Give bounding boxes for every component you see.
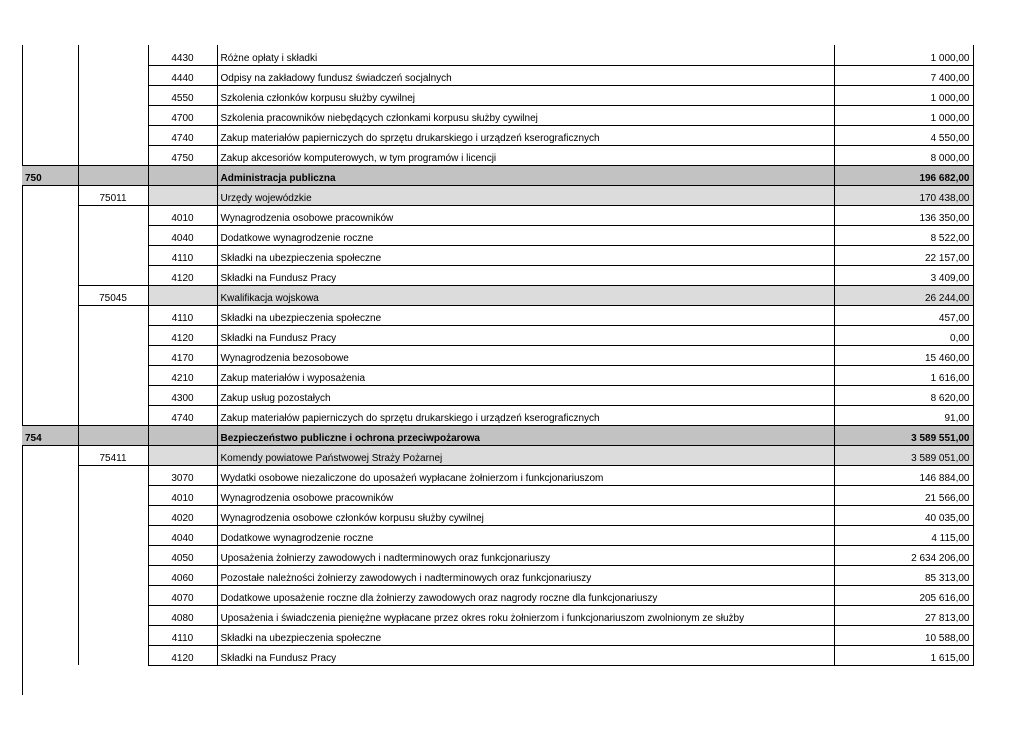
paragraph-code-cell: 4740 — [148, 405, 217, 425]
table-row — [22, 525, 973, 545]
paragraph-code-cell: 4010 — [148, 485, 217, 505]
table-body — [22, 45, 973, 665]
division-code-cell — [22, 525, 78, 545]
table-row — [22, 325, 973, 345]
amount-cell: 21 566,00 — [834, 485, 973, 505]
description-cell: Administracja publiczna — [217, 165, 834, 185]
division-row — [22, 425, 973, 445]
paragraph-code-cell — [148, 185, 217, 205]
chapter-code-cell — [78, 125, 148, 145]
division-code-cell — [22, 545, 78, 565]
paragraph-code-cell: 4430 — [148, 45, 217, 65]
division-code-cell — [22, 65, 78, 85]
chapter-code-cell — [78, 485, 148, 505]
division-code-cell — [22, 265, 78, 285]
chapter-code-cell — [78, 605, 148, 625]
description-cell: Składki na ubezpieczenia społeczne — [217, 245, 834, 265]
division-code-cell — [22, 125, 78, 145]
chapter-code-cell — [78, 465, 148, 485]
table-row — [22, 205, 973, 225]
amount-cell: 1 000,00 — [834, 85, 973, 105]
table-row — [22, 625, 973, 645]
division-code-cell: 754 — [22, 425, 78, 445]
paragraph-code-cell — [148, 445, 217, 465]
amount-cell: 1 000,00 — [834, 45, 973, 65]
chapter-code-cell — [78, 225, 148, 245]
description-cell: Wynagrodzenia osobowe pracowników — [217, 485, 834, 505]
paragraph-code-cell: 4110 — [148, 245, 217, 265]
amount-cell: 91,00 — [834, 405, 973, 425]
division-code-cell: 750 — [22, 165, 78, 185]
chapter-code-cell — [78, 165, 148, 185]
description-cell: Urzędy wojewódzkie — [217, 185, 834, 205]
table-row — [22, 265, 973, 285]
description-cell: Dodatkowe wynagrodzenie roczne — [217, 525, 834, 545]
chapter-row — [22, 445, 973, 465]
paragraph-code-cell: 4740 — [148, 125, 217, 145]
paragraph-code-cell: 4050 — [148, 545, 217, 565]
paragraph-code-cell — [148, 165, 217, 185]
amount-cell: 26 244,00 — [834, 285, 973, 305]
chapter-code-cell — [78, 85, 148, 105]
paragraph-code-cell: 4120 — [148, 325, 217, 345]
paragraph-code-cell: 4550 — [148, 85, 217, 105]
description-cell: Szkolenia pracowników niebędących członkami korpusu służby cywilnej — [217, 105, 834, 125]
chapter-code-cell — [78, 205, 148, 225]
description-cell: Kwalifikacja wojskowa — [217, 285, 834, 305]
division-code-cell — [22, 365, 78, 385]
chapter-code-cell — [78, 305, 148, 325]
paragraph-code-cell: 4170 — [148, 345, 217, 365]
amount-cell: 136 350,00 — [834, 205, 973, 225]
amount-cell: 3 589 051,00 — [834, 445, 973, 465]
description-cell: Szkolenia członków korpusu służby cywilnej — [217, 85, 834, 105]
description-cell: Wynagrodzenia osobowe pracowników — [217, 205, 834, 225]
chapter-code-cell: 75011 — [78, 185, 148, 205]
description-cell: Zakup materiałów papierniczych do sprzętu drukarskiego i urządzeń kserograficznych — [217, 125, 834, 145]
chapter-code-cell — [78, 505, 148, 525]
division-code-cell — [22, 405, 78, 425]
chapter-code-cell — [78, 645, 148, 665]
chapter-code-cell — [78, 325, 148, 345]
table-row — [22, 65, 973, 85]
amount-cell: 10 588,00 — [834, 625, 973, 645]
division-code-cell — [22, 385, 78, 405]
description-cell: Wydatki osobowe niezaliczone do uposażeń wypłacane żołnierzom i funkcjonariuszom — [217, 465, 834, 485]
division-row — [22, 165, 973, 185]
paragraph-code-cell: 4120 — [148, 645, 217, 665]
paragraph-code-cell: 4040 — [148, 225, 217, 245]
division-code-cell — [22, 505, 78, 525]
table-row — [22, 125, 973, 145]
chapter-code-cell — [78, 345, 148, 365]
amount-cell: 170 438,00 — [834, 185, 973, 205]
table-row — [22, 405, 973, 425]
paragraph-code-cell: 4040 — [148, 525, 217, 545]
division-code-cell — [22, 205, 78, 225]
table-row — [22, 345, 973, 365]
description-cell: Zakup materiałów papierniczych do sprzętu drukarskiego i urządzeń kserograficznych — [217, 405, 834, 425]
amount-cell: 146 884,00 — [834, 465, 973, 485]
table-row — [22, 85, 973, 105]
paragraph-code-cell: 4700 — [148, 105, 217, 125]
table-row — [22, 645, 973, 665]
chapter-code-cell — [78, 145, 148, 165]
division-code-cell — [22, 105, 78, 125]
chapter-code-cell — [78, 245, 148, 265]
table-row — [22, 605, 973, 625]
chapter-code-cell — [78, 565, 148, 585]
description-cell: Składki na Fundusz Pracy — [217, 325, 834, 345]
amount-cell: 15 460,00 — [834, 345, 973, 365]
table-row — [22, 585, 973, 605]
paragraph-code-cell: 4440 — [148, 65, 217, 85]
amount-cell: 2 634 206,00 — [834, 545, 973, 565]
amount-cell: 4 115,00 — [834, 525, 973, 545]
division-code-cell — [22, 485, 78, 505]
chapter-code-cell — [78, 65, 148, 85]
division-code-cell — [22, 185, 78, 205]
description-cell: Pozostałe należności żołnierzy zawodowych i nadterminowych oraz funkcjonariuszy — [217, 565, 834, 585]
table-row — [22, 465, 973, 485]
division-code-cell — [22, 345, 78, 365]
table-row — [22, 45, 973, 65]
division-code-cell — [22, 45, 78, 65]
description-cell: Różne opłaty i składki — [217, 45, 834, 65]
table-row — [22, 225, 973, 245]
amount-cell: 205 616,00 — [834, 585, 973, 605]
division-code-cell — [22, 565, 78, 585]
chapter-code-cell — [78, 585, 148, 605]
table-row — [22, 545, 973, 565]
chapter-code-cell — [78, 105, 148, 125]
division-code-cell — [22, 245, 78, 265]
chapter-row — [22, 185, 973, 205]
division-code-cell — [22, 465, 78, 485]
table-row — [22, 305, 973, 325]
table-row — [22, 385, 973, 405]
chapter-code-cell — [78, 365, 148, 385]
chapter-code-cell — [78, 45, 148, 65]
division-code-cell — [22, 585, 78, 605]
description-cell: Składki na Fundusz Pracy — [217, 645, 834, 665]
division-code-cell — [22, 605, 78, 625]
amount-cell: 457,00 — [834, 305, 973, 325]
amount-cell: 3 409,00 — [834, 265, 973, 285]
paragraph-code-cell: 4020 — [148, 505, 217, 525]
table-row — [22, 105, 973, 125]
paragraph-code-cell: 4080 — [148, 605, 217, 625]
paragraph-code-cell: 4010 — [148, 205, 217, 225]
amount-cell: 8 522,00 — [834, 225, 973, 245]
amount-cell: 85 313,00 — [834, 565, 973, 585]
amount-cell: 1 000,00 — [834, 105, 973, 125]
amount-cell: 3 589 551,00 — [834, 425, 973, 445]
table-row — [22, 145, 973, 165]
description-cell: Odpisy na zakładowy fundusz świadczeń socjalnych — [217, 65, 834, 85]
table-row — [22, 485, 973, 505]
paragraph-code-cell: 3070 — [148, 465, 217, 485]
description-cell: Uposażenia i świadczenia pieniężne wypłacane przez okres roku żołnierzom i funkcjonariuszom zwolnionym ze służby — [217, 605, 834, 625]
chapter-row — [22, 285, 973, 305]
description-cell: Dodatkowe uposażenie roczne dla żołnierzy zawodowych oraz nagrody roczne dla funkcjonariuszy — [217, 585, 834, 605]
amount-cell: 7 400,00 — [834, 65, 973, 85]
budget-expenditure-table — [22, 45, 974, 666]
description-cell: Wynagrodzenia osobowe członków korpusu służby cywilnej — [217, 505, 834, 525]
amount-cell: 22 157,00 — [834, 245, 973, 265]
paragraph-code-cell: 4120 — [148, 265, 217, 285]
description-cell: Komendy powiatowe Państwowej Straży Pożarnej — [217, 445, 834, 465]
paragraph-code-cell: 4110 — [148, 625, 217, 645]
division-code-cell — [22, 445, 78, 465]
table-row — [22, 365, 973, 385]
chapter-code-cell — [78, 545, 148, 565]
paragraph-code-cell — [148, 425, 217, 445]
chapter-code-cell: 75045 — [78, 285, 148, 305]
division-code-cell — [22, 325, 78, 345]
chapter-code-cell: 75411 — [78, 445, 148, 465]
description-cell: Wynagrodzenia bezosobowe — [217, 345, 834, 365]
paragraph-code-cell: 4060 — [148, 565, 217, 585]
table-row — [22, 565, 973, 585]
description-cell: Składki na ubezpieczenia społeczne — [217, 305, 834, 325]
division-code-cell — [22, 225, 78, 245]
chapter-code-cell — [78, 265, 148, 285]
amount-cell: 0,00 — [834, 325, 973, 345]
chapter-code-cell — [78, 425, 148, 445]
amount-cell: 8 000,00 — [834, 145, 973, 165]
description-cell: Zakup materiałów i wyposażenia — [217, 365, 834, 385]
table-row — [22, 505, 973, 525]
paragraph-code-cell — [148, 285, 217, 305]
chapter-code-cell — [78, 405, 148, 425]
amount-cell: 27 813,00 — [834, 605, 973, 625]
paragraph-code-cell: 4110 — [148, 305, 217, 325]
amount-cell: 40 035,00 — [834, 505, 973, 525]
paragraph-code-cell: 4070 — [148, 585, 217, 605]
paragraph-code-cell: 4210 — [148, 365, 217, 385]
description-cell: Uposażenia żołnierzy zawodowych i nadterminowych oraz funkcjonariuszy — [217, 545, 834, 565]
amount-cell: 196 682,00 — [834, 165, 973, 185]
division-code-cell — [22, 625, 78, 645]
amount-cell: 4 550,00 — [834, 125, 973, 145]
division-code-cell — [22, 305, 78, 325]
amount-cell: 8 620,00 — [834, 385, 973, 405]
table-row — [22, 245, 973, 265]
description-cell: Zakup usług pozostałych — [217, 385, 834, 405]
amount-cell: 1 615,00 — [834, 645, 973, 665]
description-cell: Dodatkowe wynagrodzenie roczne — [217, 225, 834, 245]
division-code-cell — [22, 145, 78, 165]
chapter-code-cell — [78, 525, 148, 545]
chapter-code-cell — [78, 385, 148, 405]
amount-cell: 1 616,00 — [834, 365, 973, 385]
division-code-cell — [22, 645, 78, 665]
paragraph-code-cell: 4750 — [148, 145, 217, 165]
chapter-code-cell — [78, 625, 148, 645]
division-code-cell — [22, 85, 78, 105]
description-cell: Składki na Fundusz Pracy — [217, 265, 834, 285]
division-code-cell — [22, 285, 78, 305]
description-cell: Bezpieczeństwo publiczne i ochrona przeciwpożarowa — [217, 425, 834, 445]
description-cell: Składki na ubezpieczenia społeczne — [217, 625, 834, 645]
description-cell: Zakup akcesoriów komputerowych, w tym programów i licencji — [217, 145, 834, 165]
paragraph-code-cell: 4300 — [148, 385, 217, 405]
